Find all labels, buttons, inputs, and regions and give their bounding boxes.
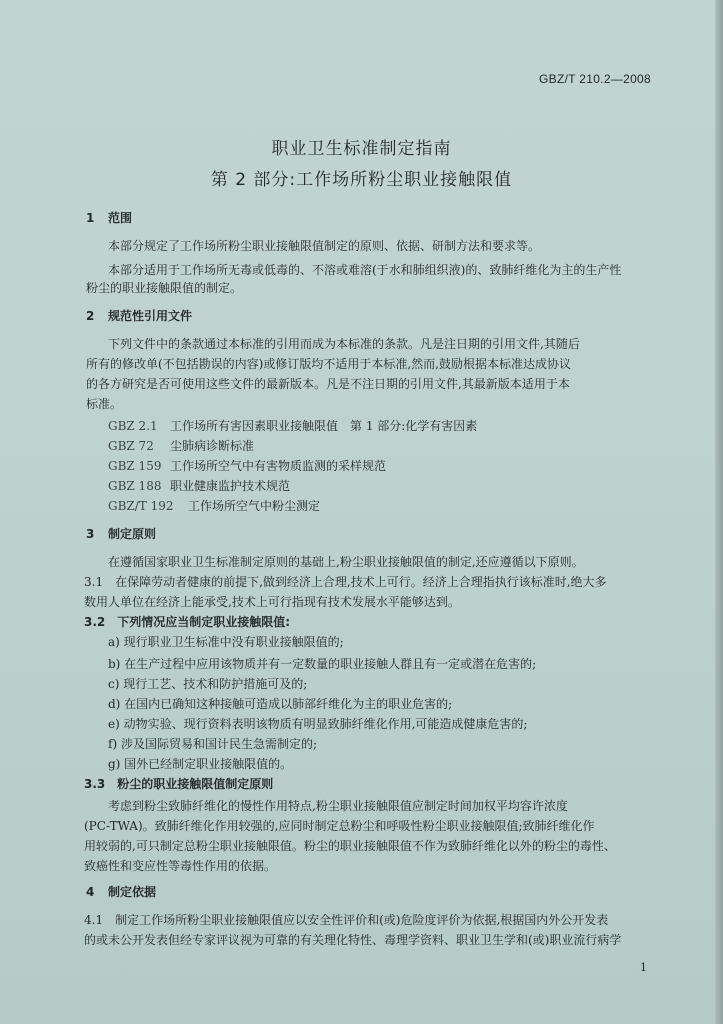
- reference-code: GBZ 159: [108, 459, 162, 473]
- clause-4-1-line: 4.1 制定工作场所粉尘职业接触限值应以安全性评价和(或)危险度评价为依据,根据国内外公开发表: [84, 913, 609, 927]
- list-item: e) 动物实验、现行资料表明该物质有明显致肺纤维化作用,可能造成健康危害的;: [108, 717, 528, 731]
- page-number: 1: [640, 961, 647, 974]
- reference-title: 职业健康监护技术规范: [170, 479, 291, 493]
- paragraph-line: 用较弱的,可只制定总粉尘职业接触限值。粉尘的职业接触限值不作为致肺纤维化以外的粉尘的毒性、: [84, 839, 616, 853]
- section-1-heading: [86, 210, 132, 226]
- list-item: c) 现行工艺、技术和防护措施可及的;: [108, 677, 308, 691]
- reference-item: [108, 458, 386, 474]
- clause-3-1-line: 3.1 在保障劳动者健康的前提下,做到经济上合理,技术上可行。经济上合理指执行该标准时,绝大多: [84, 575, 607, 589]
- clause-3-2-heading: 3.2 下列情况应当制定职业接触限值:: [84, 615, 291, 629]
- section-number: 3: [86, 527, 95, 541]
- reference-title: 工作场所空气中有害物质监测的采样规范: [170, 459, 387, 473]
- reference-title: 工作场所有害因素职业接触限值 第 1 部分:化学有害因素: [170, 419, 478, 433]
- paragraph-line: 的各方研究是否可使用这些文件的最新版本。凡是不注日期的引用文件,其最新版本适用于本: [86, 377, 570, 391]
- paragraph-line: 粉尘的职业接触限值的制定。: [86, 281, 243, 295]
- list-item: f) 涉及国际贸易和国计民生急需制定的;: [108, 737, 317, 751]
- reference-item: [108, 418, 477, 434]
- paragraph-line: 本部分规定了工作场所粉尘职业接触限值制定的原则、依据、研制方法和要求等。: [108, 239, 541, 253]
- paragraph-line: 标准。: [86, 397, 123, 411]
- standard-code: GBZ/T 210.2—2008: [539, 72, 651, 86]
- list-item: a) 现行职业卫生标准中没有职业接触限值的;: [108, 635, 344, 649]
- section-title: 制定依据: [108, 885, 157, 899]
- section-3-heading: [86, 526, 156, 542]
- reference-title: 工作场所空气中粉尘测定: [188, 499, 321, 513]
- section-number: 4: [86, 885, 95, 899]
- reference-item: [108, 438, 254, 454]
- reference-code: GBZ/T 192: [108, 499, 174, 513]
- section-2-heading: [86, 308, 192, 324]
- paragraph-line: 本部分适用于工作场所无毒或低毒的、不溶或难溶(于水和肺组织液)的、致肺纤维化为主的生产性: [108, 263, 622, 277]
- section-number: 1: [86, 211, 95, 225]
- paragraph-line: 数用人单位在经济上能承受,技术上可行指现有技术发展水平能够达到。: [84, 595, 460, 609]
- clause-3-3-heading: 3.3 粉尘的职业接触限值制定原则: [84, 777, 274, 791]
- reference-code: GBZ 2.1: [108, 419, 158, 433]
- reference-title: 尘肺病诊断标准: [170, 439, 255, 453]
- paragraph-line: 所有的修改单(不包括勘误的内容)或修订版均不适用于本标准,然而,鼓励根据本标准达成协议: [86, 357, 571, 371]
- section-title: 制定原则: [108, 527, 157, 541]
- reference-item: [108, 498, 320, 514]
- list-item: d) 在国内已确知这种接触可造成以肺部纤维化为主的职业危害的;: [108, 697, 453, 711]
- section-number: 2: [86, 309, 95, 323]
- reference-item: [108, 478, 290, 494]
- paragraph-line: 致癌性和变应性等毒性作用的依据。: [84, 859, 277, 873]
- paragraph-line: (PC-TWA)。致肺纤维化作用较强的,应同时制定总粉尘和呼吸性粉尘职业接触限值;致肺纤维化作: [84, 819, 595, 833]
- list-item: b) 在生产过程中应用该物质并有一定数量的职业接触人群且有一定或潜在危害的;: [108, 657, 537, 671]
- document-title: 职业卫生标准制定指南: [271, 139, 452, 159]
- section-4-heading: [86, 884, 156, 900]
- reference-code: GBZ 188: [108, 479, 162, 493]
- document-subtitle: 第 2 部分:工作场所粉尘职业接触限值: [210, 170, 513, 190]
- section-title: 范围: [108, 211, 133, 225]
- title-block: [0, 134, 723, 190]
- list-item: g) 国外已经制定职业接触限值的。: [108, 757, 293, 771]
- section-title: 规范性引用文件: [108, 309, 193, 323]
- reference-code: GBZ 72: [108, 439, 154, 453]
- paragraph-line: 在遵循国家职业卫生标准制定原则的基础上,粉尘职业接触限值的制定,还应遵循以下原则。: [108, 555, 584, 569]
- paragraph-line: 下列文件中的条款通过本标准的引用而成为本标准的条款。凡是注日期的引用文件,其随后: [108, 337, 580, 351]
- paragraph-line: 考虑到粉尘致肺纤维化的慢性作用特点,粉尘职业接触限值应制定时间加权平均容许浓度: [108, 799, 568, 813]
- paragraph-line: 的或未公开发表但经专家评议视为可靠的有关理化特性、毒理学资料、职业卫生学和(或)职业流行病学: [84, 933, 622, 947]
